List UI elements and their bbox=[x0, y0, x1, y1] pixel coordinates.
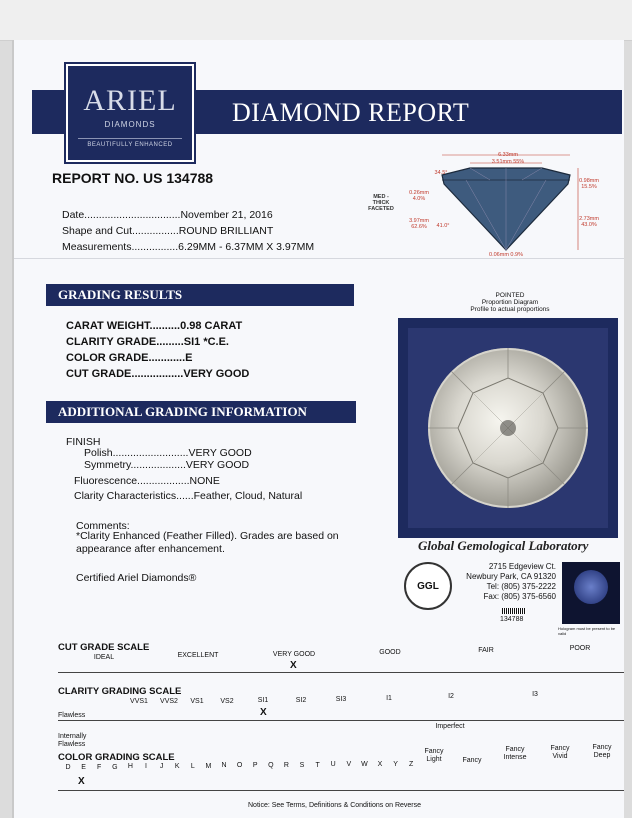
clarity-internally-flawless: Internally Flawless bbox=[58, 733, 87, 748]
ggl-seal: GGL bbox=[404, 562, 452, 610]
color-letter-d: D bbox=[65, 764, 71, 771]
cut-grade: CUT GRADE.................VERY GOOD bbox=[66, 368, 250, 380]
color-letter-g: G bbox=[112, 764, 118, 771]
color-letter-x: X bbox=[377, 761, 383, 768]
color-scale-mark: X bbox=[78, 776, 85, 787]
logo-brand: ARIEL bbox=[83, 84, 177, 117]
shape-label: Shape and Cut................ bbox=[62, 225, 179, 237]
diagram-right-pavilion: 2.73mm 43.0% bbox=[579, 216, 599, 228]
cut-scale-good: GOOD bbox=[379, 649, 401, 656]
diamond-photo-frame bbox=[398, 318, 618, 538]
cut-scale-mark: X bbox=[290, 660, 297, 671]
clarity-flawless: Flawless bbox=[58, 712, 86, 719]
hologram-caption: Hologram must be present to be valid bbox=[558, 626, 616, 636]
logo-tag: BEAUTIFULLY ENHANCED bbox=[78, 138, 182, 148]
logo-sub: DIAMONDS bbox=[104, 120, 156, 129]
color-letter-f: F bbox=[97, 764, 102, 771]
top-edge bbox=[0, 0, 632, 41]
measurements-row bbox=[62, 241, 314, 253]
diamond-facets bbox=[428, 348, 588, 508]
additional-info-header: ADDITIONAL GRADING INFORMATION bbox=[46, 401, 356, 423]
clarity-i1: I1 bbox=[386, 695, 392, 702]
comment-line-2: appearance after enhancement. bbox=[76, 543, 225, 555]
color-letter-s: S bbox=[299, 762, 305, 769]
comment-line-1: *Clarity Enhanced (Feather Filled). Grades are based on bbox=[76, 530, 339, 542]
clarity-vvs1: VVS1 bbox=[130, 698, 148, 705]
color-letter-r: R bbox=[283, 762, 289, 769]
clarity-scale-line bbox=[58, 720, 624, 721]
hologram-thumbnail bbox=[562, 562, 620, 624]
lab-address bbox=[464, 562, 556, 602]
cut-scale-fair: FAIR bbox=[478, 647, 494, 654]
certified-label: Certified Ariel Diamonds® bbox=[76, 572, 197, 584]
clarity-vs2: VS2 bbox=[220, 698, 234, 705]
grading-results-header: GRADING RESULTS bbox=[46, 284, 354, 306]
diagram-girdle: MED - THICK FACETED bbox=[368, 194, 394, 212]
hologram-diamond-icon bbox=[574, 570, 608, 604]
fluorescence-row: Fluorescence..................NONE bbox=[74, 475, 220, 487]
diagram-left-crown: 0.26mm 4.0% bbox=[409, 190, 429, 202]
clarity-scale-mark: X bbox=[260, 707, 267, 718]
diagram-caption: POINTED Proportion Diagram Profile to actual proportions bbox=[470, 292, 550, 313]
lab-fax: Fax: (805) 375-6560 bbox=[483, 592, 556, 601]
color-letter-w: W bbox=[361, 761, 368, 768]
clarity-characteristics-row: Clarity Characteristics......Feather, Cloud, Natural bbox=[74, 490, 303, 502]
color-scale-title: COLOR GRADING SCALE bbox=[58, 752, 175, 763]
color-scale-line bbox=[58, 790, 624, 791]
diagram-right-crown: 0.98mm 15.5% bbox=[579, 178, 599, 190]
date-value: November 21, 2016 bbox=[180, 209, 273, 221]
cut-scale-excellent: EXCELLENT bbox=[177, 652, 219, 659]
barcode-number: 134788 bbox=[500, 616, 524, 623]
color-letter-z: Z bbox=[409, 761, 414, 768]
diagram-table-pct: 3.51mm 55% bbox=[491, 159, 525, 165]
measurements-value: 6.29MM - 6.37MM X 3.97MM bbox=[178, 241, 315, 253]
polish-row: Polish..........................VERY GOOD bbox=[84, 447, 252, 459]
ariel-logo bbox=[66, 64, 194, 162]
clarity-vs1: VS1 bbox=[190, 698, 204, 705]
color-letter-j: J bbox=[159, 763, 164, 770]
barcode bbox=[502, 608, 526, 614]
color-letter-n: N bbox=[221, 762, 227, 769]
clarity-scale-title: CLARITY GRADING SCALE bbox=[58, 686, 182, 697]
color-letter-u: U bbox=[330, 761, 336, 768]
clarity-si2: SI2 bbox=[295, 697, 307, 704]
symmetry-row: Symmetry...................VERY GOOD bbox=[84, 459, 250, 471]
color-letter-i: I bbox=[145, 763, 147, 770]
clarity-si1: SI1 bbox=[257, 697, 269, 704]
color-fancy-light: Fancy Light bbox=[424, 748, 444, 763]
cut-scale-line bbox=[58, 672, 624, 673]
clarity-i3: I3 bbox=[532, 691, 538, 698]
diagram-pavilion-angle: 41.0° bbox=[436, 223, 450, 229]
address-line-1: 2715 Edgeview Ct. bbox=[488, 562, 556, 571]
cut-scale-ideal: IDEAL bbox=[93, 654, 115, 661]
color-letter-o: O bbox=[236, 762, 243, 769]
shape-row bbox=[62, 225, 273, 237]
clarity-grade: CLARITY GRADE.........SI1 *C.E. bbox=[66, 336, 229, 348]
color-fancy-deep: Fancy Deep bbox=[592, 744, 612, 759]
cut-scale-title: CUT GRADE SCALE bbox=[58, 642, 150, 653]
finish-label: FINISH bbox=[66, 436, 101, 448]
date-row bbox=[62, 209, 273, 221]
measurements-label: Measurements................ bbox=[62, 241, 179, 253]
notice-footer: Notice: See Terms, Definitions & Conditions on Reverse bbox=[248, 802, 422, 809]
color-letter-q: Q bbox=[268, 762, 274, 769]
color-letter-p: P bbox=[252, 762, 258, 769]
diagram-left-pavilion: 3.97mm 62.6% bbox=[409, 218, 429, 230]
clarity-vvs2: VVS2 bbox=[160, 698, 178, 705]
address-line-2: Newbury Park, CA 91320 bbox=[466, 572, 556, 581]
lab-tel: Tel: (805) 375-2222 bbox=[486, 582, 556, 591]
color-letter-v: V bbox=[346, 761, 352, 768]
clarity-si3: SI3 bbox=[335, 696, 347, 703]
diagram-crown-angle: 34.5° bbox=[434, 170, 448, 176]
date-label: Date................................. bbox=[62, 209, 181, 221]
color-fancy-intense: Fancy Intense bbox=[503, 746, 527, 761]
cut-scale-poor: POOR bbox=[569, 645, 591, 652]
comments-label: Comments: bbox=[76, 520, 130, 532]
clarity-i2: I2 bbox=[448, 693, 454, 700]
diagram-table-width: 6.33mm bbox=[498, 152, 518, 158]
page-title: DIAMOND REPORT bbox=[232, 98, 470, 127]
clarity-imperfect: Imperfect bbox=[435, 723, 465, 730]
color-fancy-vivid: Fancy Vivid bbox=[550, 745, 570, 760]
color-letter-t: T bbox=[315, 762, 320, 769]
proportion-diagram bbox=[400, 150, 620, 262]
diamond-photo-background bbox=[408, 328, 608, 528]
color-grade: COLOR GRADE............E bbox=[66, 352, 193, 364]
report-number: REPORT NO. US 134788 bbox=[52, 170, 214, 186]
diagram-culet: 0.06mm 0.9% bbox=[489, 252, 523, 258]
color-letter-m: M bbox=[205, 763, 212, 770]
color-letter-e: E bbox=[81, 764, 86, 771]
color-fancy: Fancy bbox=[462, 757, 482, 764]
color-letter-h: H bbox=[127, 763, 133, 770]
color-letter-y: Y bbox=[393, 761, 398, 768]
cut-scale-very-good: VERY GOOD bbox=[272, 651, 316, 658]
color-letter-k: K bbox=[174, 763, 180, 770]
shape-value: ROUND BRILLIANT bbox=[178, 225, 274, 237]
color-letter-l: L bbox=[190, 763, 195, 770]
lab-name: Global Gemological Laboratory bbox=[418, 538, 589, 553]
carat-weight: CARAT WEIGHT..........0.98 CARAT bbox=[66, 320, 243, 332]
